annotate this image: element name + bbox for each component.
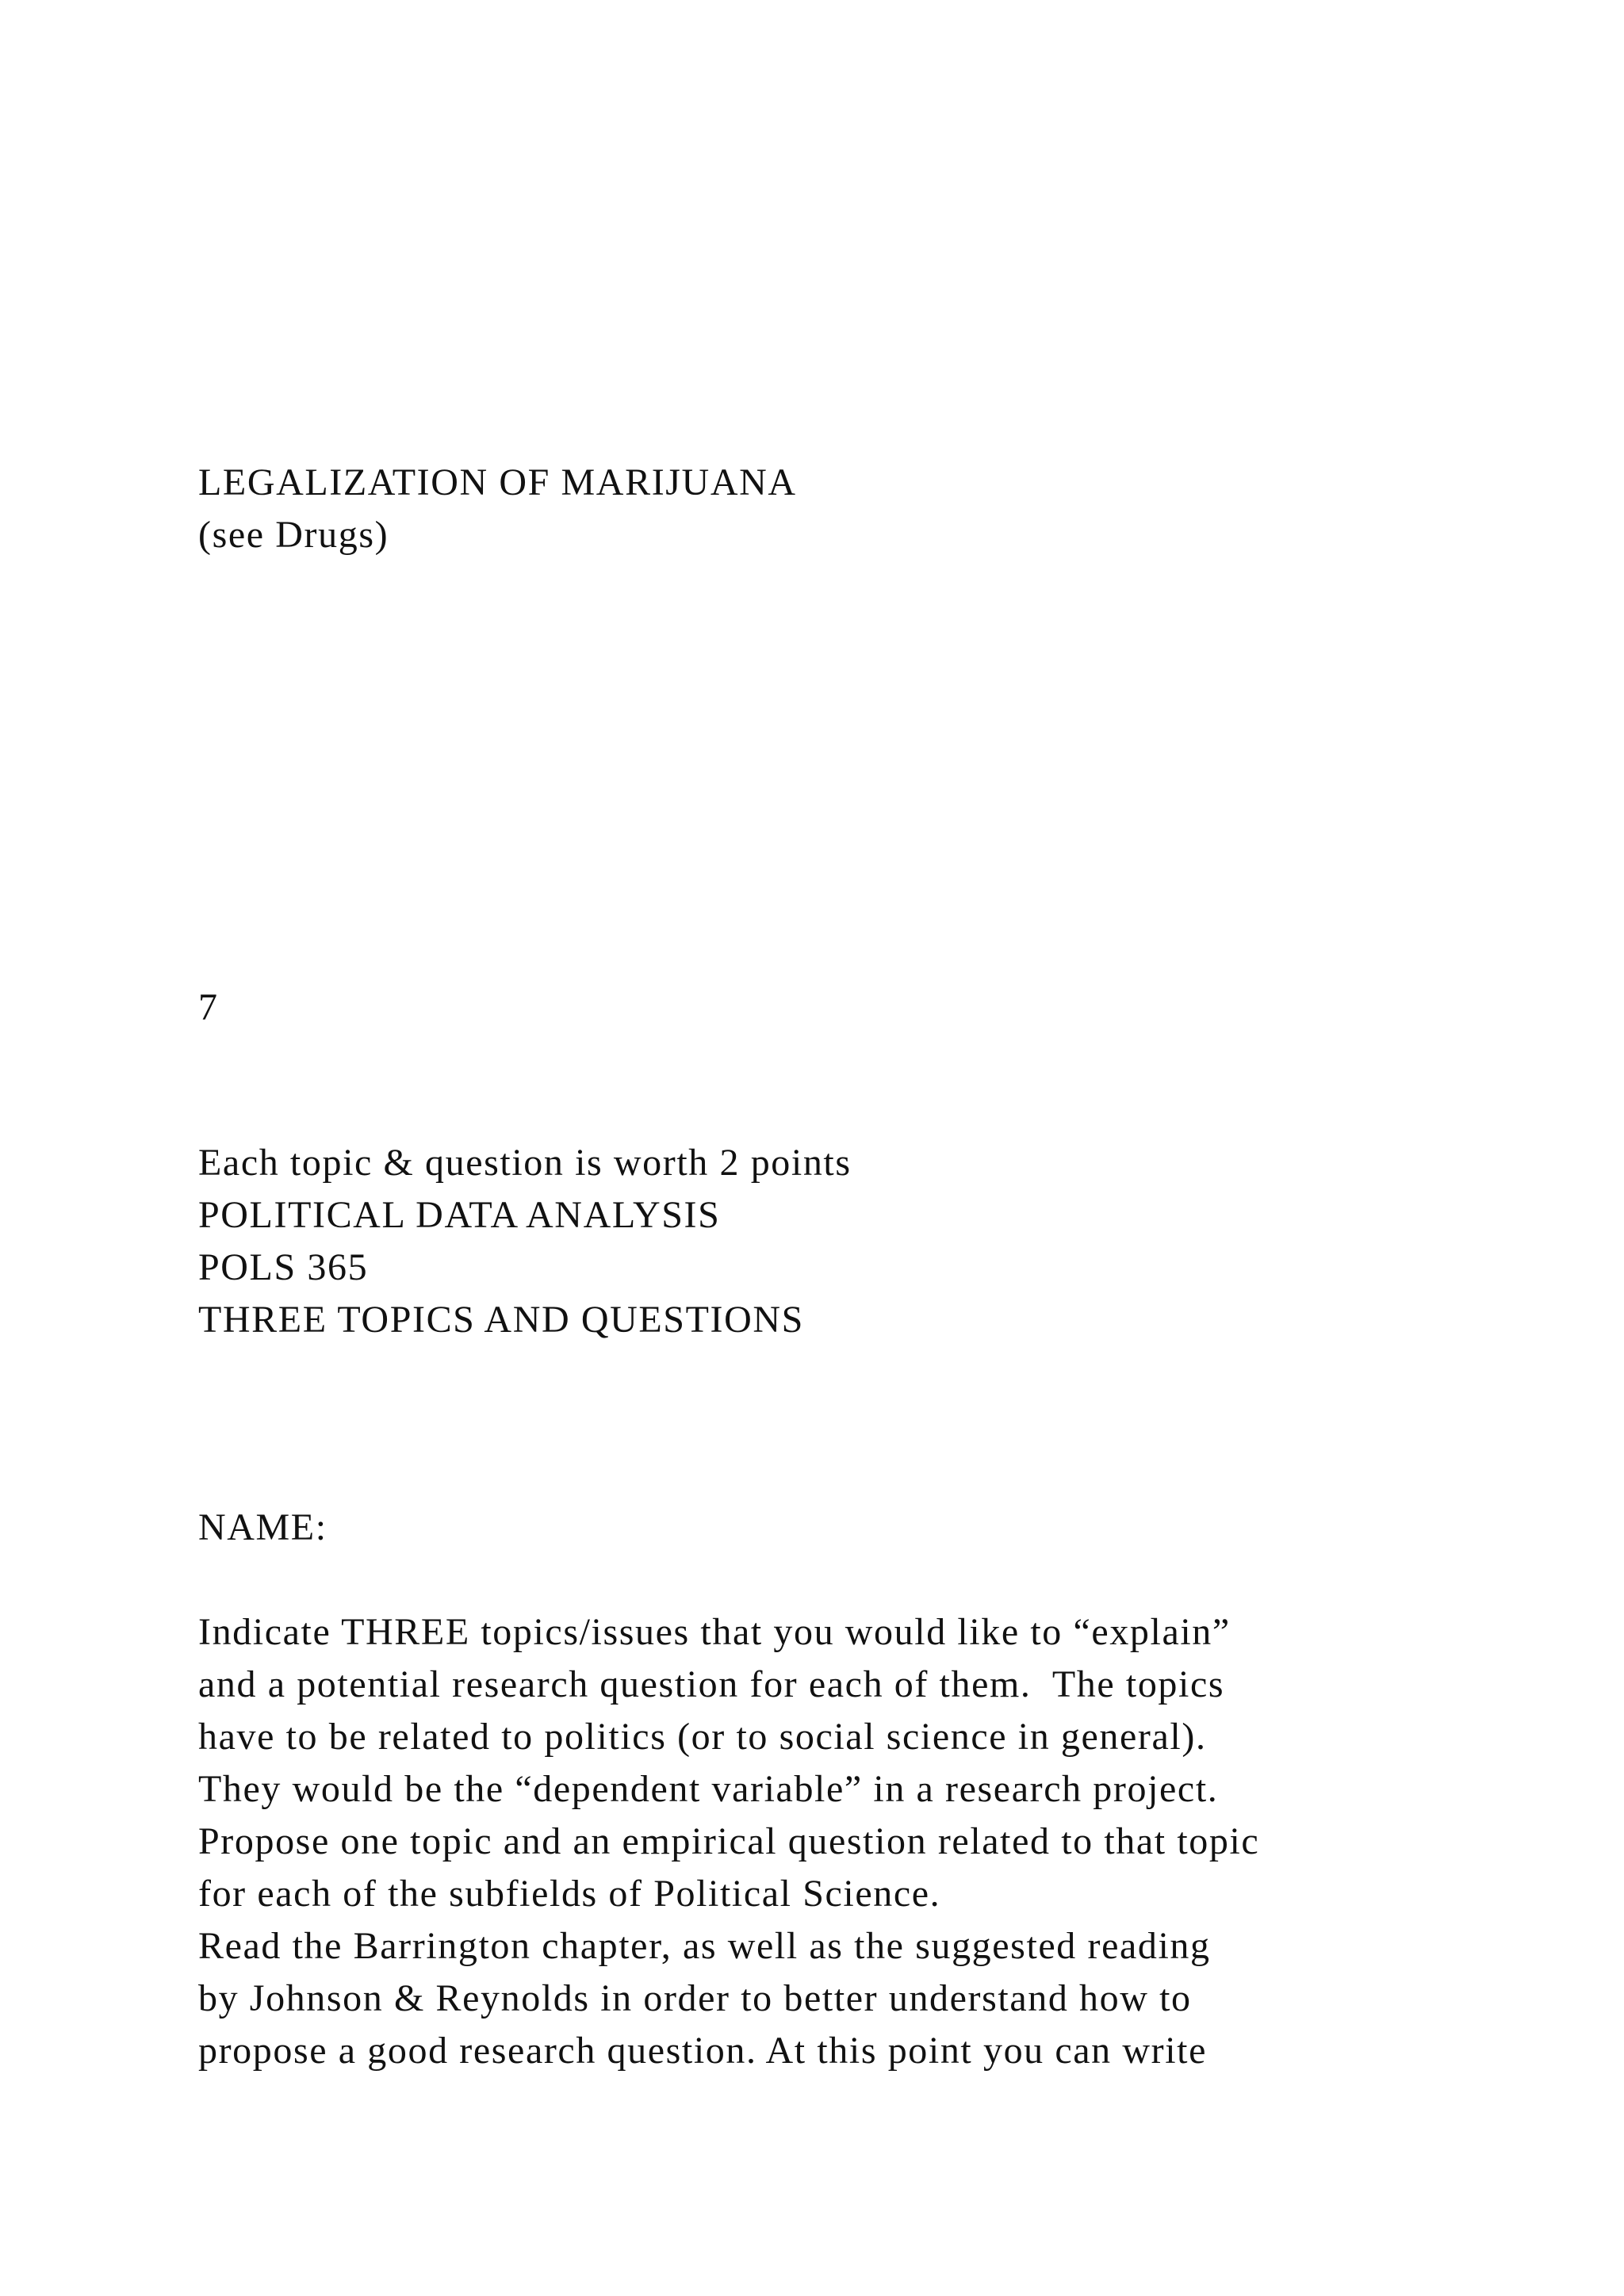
topic-note: (see Drugs) <box>198 514 389 556</box>
instruction-line: have to be related to politics (or to social science in general). <box>198 1716 1207 1758</box>
topic-title: LEGALIZATION OF MARIJUANA <box>198 461 797 503</box>
instruction-line: Indicate THREE topics/issues that you would like to “explain” <box>198 1611 1231 1653</box>
course-code: POLS 365 <box>198 1246 369 1288</box>
course-title: POLITICAL DATA ANALYSIS <box>198 1194 721 1236</box>
page-number: 7 <box>198 986 219 1028</box>
instruction-line: and a potential research question for each of them. The topics <box>198 1663 1225 1705</box>
instruction-line: propose a good research question. At this point you can write <box>198 2030 1208 2072</box>
worth-line: Each topic & question is worth 2 points <box>198 1142 852 1184</box>
assignment-title: THREE TOPICS AND QUESTIONS <box>198 1299 804 1341</box>
instruction-line: by Johnson & Reynolds in order to better understand how to <box>198 1977 1192 2019</box>
instruction-line: They would be the “dependent variable” in a research project. <box>198 1768 1219 1810</box>
instruction-line: Propose one topic and an empirical question related to that topic <box>198 1820 1260 1862</box>
name-label: NAME: <box>198 1506 327 1548</box>
instruction-line: for each of the subfields of Political Science. <box>198 1873 941 1915</box>
instruction-line: Read the Barrington chapter, as well as the suggested reading <box>198 1925 1211 1967</box>
